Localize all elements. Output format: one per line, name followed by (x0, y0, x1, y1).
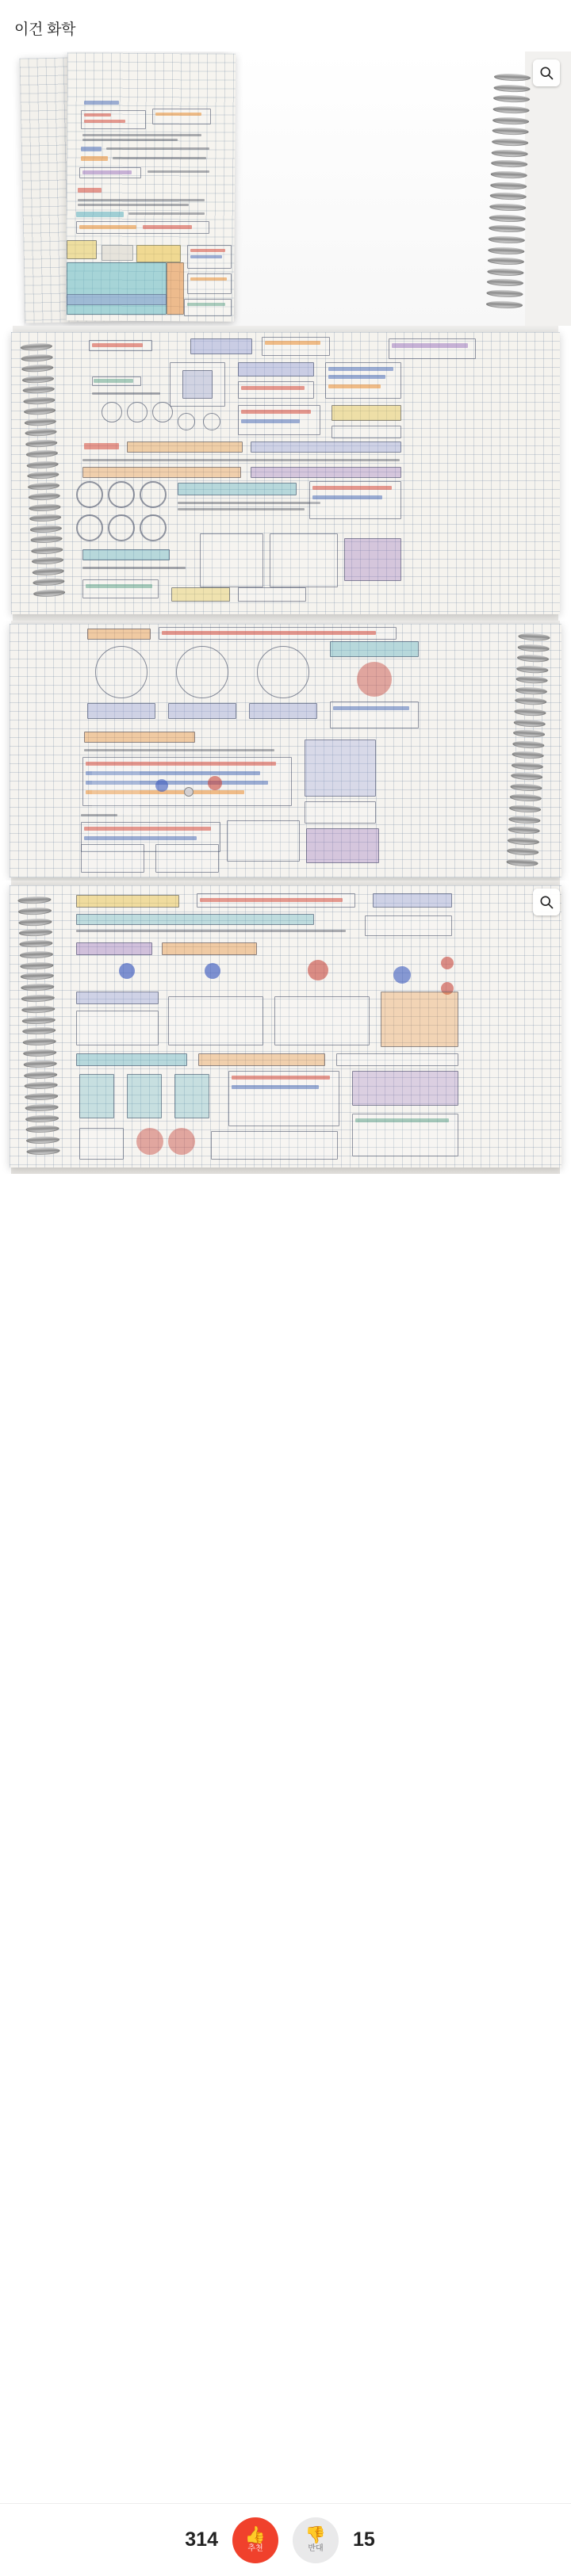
thumbs-up-icon: 👍 (244, 2525, 266, 2544)
upvote-count: 314 (185, 2528, 218, 2551)
page-title: 이건 화학 (14, 21, 76, 38)
notebook-photo-3[interactable] (0, 621, 571, 881)
zoom-icon-button-1[interactable] (533, 59, 560, 86)
thumbs-down-icon: 👎 (305, 2525, 327, 2544)
bottom-spacer (0, 1174, 571, 1247)
vote-bar (0, 2503, 571, 2576)
downvote-label: 반대 (308, 2544, 324, 2553)
upvote-button[interactable] (232, 2517, 278, 2563)
downvote-button[interactable] (293, 2517, 339, 2563)
zoom-icon-button-4[interactable] (533, 889, 560, 915)
downvote-count: 15 (353, 2528, 375, 2551)
upvote-label: 추천 (247, 2544, 263, 2553)
image-gallery (0, 52, 571, 1174)
notebook-photo-4[interactable] (0, 881, 571, 1174)
notebook-photo-1[interactable] (0, 52, 571, 326)
notebook-photo-2[interactable] (0, 326, 571, 621)
search-icon (538, 65, 554, 81)
search-icon (538, 894, 554, 910)
